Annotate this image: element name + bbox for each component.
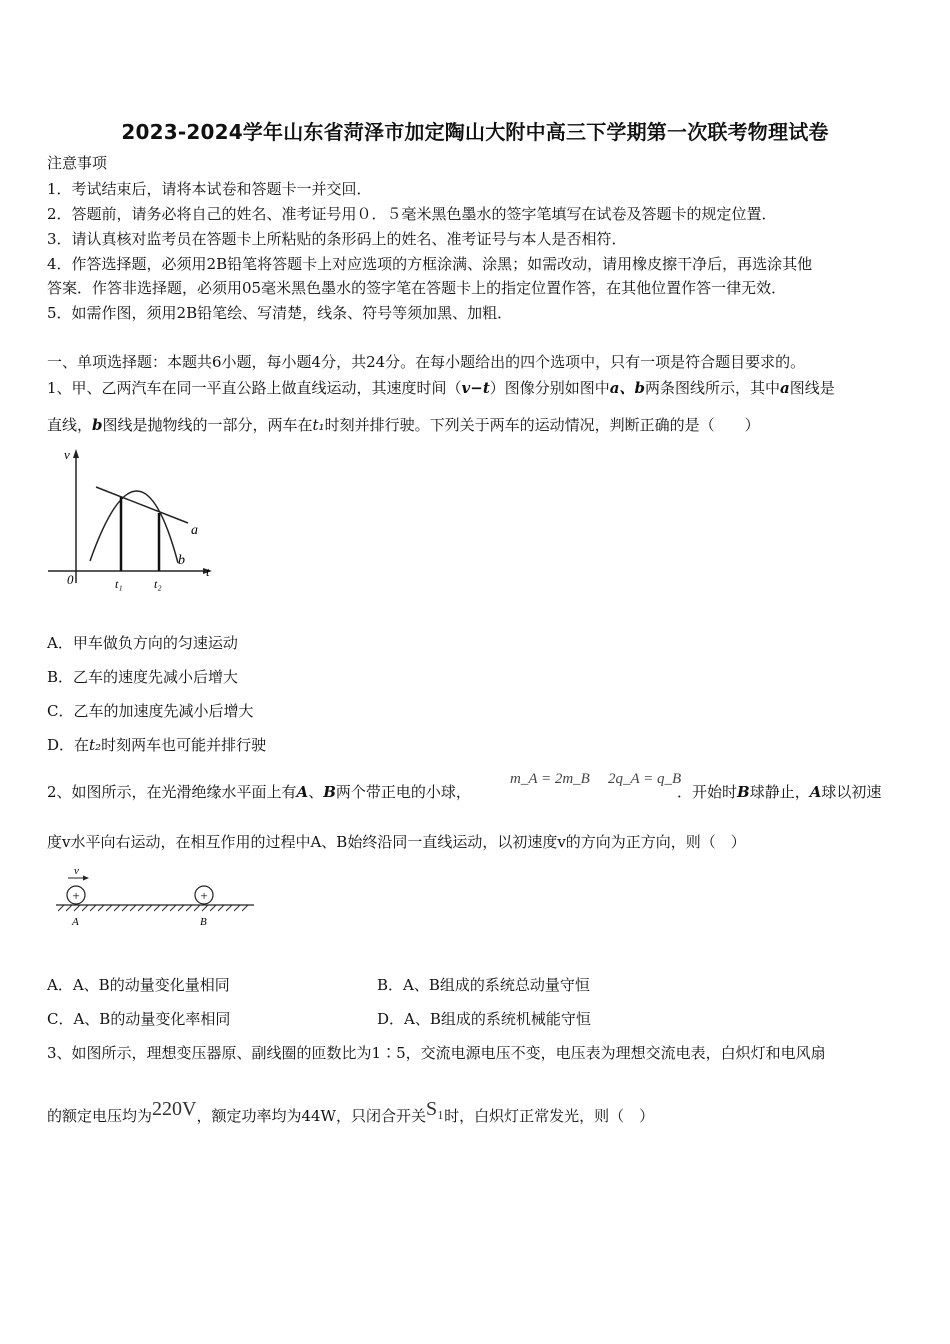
q1-option-a: A．甲车做负方向的匀速运动 xyxy=(47,634,238,652)
q1-stem-line2 xyxy=(47,414,760,435)
q2-mass-relation: m_A = 2m_B xyxy=(510,771,590,787)
notice-item-3: 3．请认真核对监考员在答题卡上所粘贴的条形码上的姓名、准考证号与本人是否相符． xyxy=(47,230,627,248)
q1-stem-line1 xyxy=(47,377,835,398)
ball-b-sign: + xyxy=(200,888,208,903)
q2-a2: A xyxy=(809,783,822,801)
q1-option-d-text: D．在 xyxy=(47,736,90,754)
q2-option-c: C．A、B的动量变化率相同 xyxy=(47,1010,231,1028)
q2-option-b: B．A、B组成的系统总动量守恒 xyxy=(377,976,590,994)
q2-a: A xyxy=(296,783,309,801)
origin-label: 0 xyxy=(67,572,74,587)
notice-heading: 注意事项 xyxy=(47,154,108,172)
q1-text: 1、甲、乙两汽车在同一平直公路上做直线运动，其速度时间（ xyxy=(47,379,462,397)
q1-option-b: B．乙车的速度先减小后增大 xyxy=(47,668,239,686)
v-axis-label: v xyxy=(64,447,70,462)
q2-text: 、 xyxy=(308,783,324,801)
q3-stem-line1: 3、如图所示，理想变压器原、副线圈的匝数比为1∶5，交流电源电压不变，电压表为理想交流电表，白炽灯和电风扇 xyxy=(47,1044,826,1062)
q3-voltage: 220V xyxy=(152,1098,197,1120)
notice-item-4: 4．作答选择题，必须用2B铅笔将答题卡上对应选项的方框涂满、涂黑；如需改动，请用橡皮擦干净后，再选涂其他 xyxy=(47,255,813,273)
q2-text: 2、如图所示，在光滑绝缘水平面上有 xyxy=(47,783,297,801)
q2-option-d: D．A、B组成的系统机械能守恒 xyxy=(377,1010,591,1028)
q2-stem-line1-end xyxy=(677,781,881,802)
q1-a: a xyxy=(780,379,790,397)
q1-option-d-t2: t₂ xyxy=(89,736,102,754)
q1-ab: a、b xyxy=(609,379,645,397)
q3-text: ，额定功率均为44W，只闭合开关 xyxy=(196,1107,426,1125)
q2-b: B xyxy=(323,783,336,801)
q1-text: 时刻并排行驶。下列关于两车的运动情况，判断正确的是（ ） xyxy=(324,416,760,434)
q1-t1: t₁ xyxy=(312,416,325,434)
q1-text: 图线是抛物线的一部分，两车在 xyxy=(102,416,313,434)
notice-item-1: 1．考试结束后，请将本试卷和答题卡一并交回． xyxy=(47,180,372,198)
q2-charge-relation: 2q_A = q_B xyxy=(608,771,682,787)
b-label: b xyxy=(178,553,185,568)
q2-option-a: A．A、B的动量变化量相同 xyxy=(47,976,230,994)
q3-text: 时，白炽灯正常发光，则（ ） xyxy=(444,1107,655,1125)
velocity-label: v xyxy=(74,865,79,877)
q2-stem-line2: 度v水平向右运动，在相互作用的过程中A、B始终沿同一直线运动，以初速度v的方向为正方向，则（ ） xyxy=(47,833,746,851)
q1-option-d xyxy=(47,734,266,755)
q1-b: b xyxy=(92,416,103,434)
q3-switch: S₁ xyxy=(425,1098,445,1120)
q2-stem-line1 xyxy=(47,781,471,802)
page-title: 2023-2024学年山东省菏泽市加定陶山大附中高三下学期第一次联考物理试卷 xyxy=(121,120,829,144)
q2-b2: B xyxy=(737,783,750,801)
t-axis-label: t xyxy=(206,564,210,579)
section-header: 一、单项选择题：本题共6小题，每小题4分，共24分。在每小题给出的四个选项中，只有一项是符合题目要求的。 xyxy=(47,353,806,371)
t2-label: t₂ xyxy=(154,577,162,591)
q1-text: 两条图线所示，其中 xyxy=(645,379,781,397)
q2-text: 球静止， xyxy=(749,783,810,801)
q1-text: 图线是 xyxy=(789,379,835,397)
q1-vt-graph xyxy=(40,445,220,605)
v-axis-arrow xyxy=(73,449,79,458)
q1-text: ）图像分别如图中 xyxy=(489,379,610,397)
q1-vt: v−t xyxy=(461,379,490,397)
q2-figure xyxy=(52,862,262,932)
ball-a-label: A xyxy=(72,916,79,928)
q1-option-c: C．乙车的加速度先减小后增大 xyxy=(47,702,254,720)
q1-text: 直线， xyxy=(47,416,93,434)
q2-text: 两个带正电的小球， xyxy=(335,783,471,801)
ball-a-sign: + xyxy=(72,888,80,903)
notice-item-4-cont: 答案．作答非选择题，必须用05毫米黑色墨水的签字笔在答题卡上的指定位置作答，在其他位置作答一律无效． xyxy=(47,279,787,297)
q2-text: ．开始时 xyxy=(677,783,738,801)
t1-label: t₁ xyxy=(115,577,123,591)
q2-text: 球以初速 xyxy=(821,783,882,801)
ball-b-label: B xyxy=(200,916,207,928)
q1-option-d-text: 时刻两车也可能并排行驶 xyxy=(101,736,267,754)
q3-stem-line2 xyxy=(47,1098,655,1127)
a-label: a xyxy=(191,523,198,538)
notice-item-5: 5．如需作图，须用2B铅笔绘、写清楚，线条、符号等须加黑、加粗． xyxy=(47,304,513,322)
q3-text: 的额定电压均为 xyxy=(47,1107,153,1125)
ground-hatching xyxy=(58,905,248,911)
velocity-arrowhead xyxy=(83,876,89,881)
notice-item-2: 2．答题前，请务必将自己的姓名、准考证号用０．５毫米黑色墨水的签字笔填写在试卷及答题卡的规定位置． xyxy=(47,205,777,223)
